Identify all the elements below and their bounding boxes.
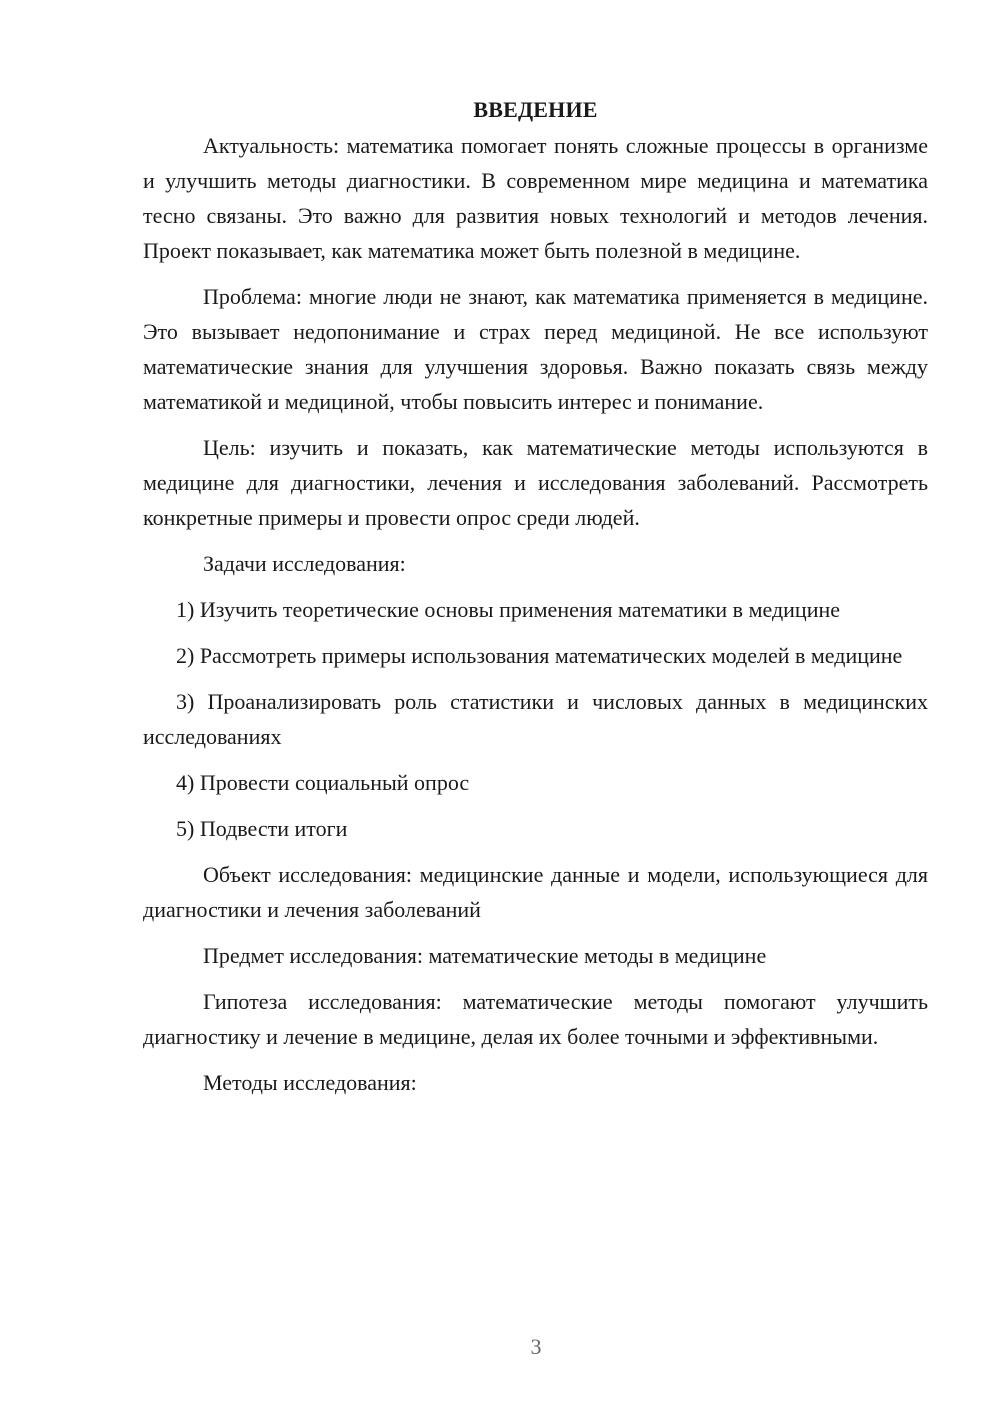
object-paragraph: Объект исследования: медицинские данные и модели, использующиеся для диагностики и лечения заболеваний	[143, 862, 928, 922]
task-item-5: 5) Подвести итоги	[176, 816, 348, 841]
task-item-3: 3) Проанализировать роль статистики и числовых данных в медицинских исследованиях	[143, 689, 928, 749]
goal-paragraph: Цель: изучить и показать, как математические методы используются в медицине для диагностики, лечения и исследования заболеваний. Рассмотреть конкретные примеры и провести опрос среди людей.	[143, 435, 928, 530]
tasks-title: Задачи исследования:	[203, 551, 406, 576]
page-number: 3	[530, 1334, 542, 1359]
document-page	[143, 92, 928, 1111]
subject-paragraph: Предмет исследования: математические методы в медицине	[203, 943, 767, 968]
task-item-1: 1) Изучить теоретические основы применения математики в медицине	[176, 597, 841, 622]
section-heading: ВВЕДЕНИЕ	[473, 97, 598, 122]
problem-paragraph: Проблема: многие люди не знают, как математика применяется в медицине. Это вызывает недопонимание и страх перед медициной. Не все используют математические знания для улучшения здоровья. Важно показать связь между математикой и медициной, чтобы повысить интерес и понимание.	[143, 284, 928, 414]
task-item-2: 2) Рассмотреть примеры использования математических моделей в медицине	[176, 643, 903, 668]
task-item-4: 4) Провести социальный опрос	[176, 770, 470, 795]
relevance-paragraph: Актуальность: математика помогает понять сложные процессы в организме и улучшить методы диагностики. В современном мире медицина и математика тесно связаны. Это важно для развития новых технологий и методов лечения. Проект показывает, как математика может быть полезной в медицине.	[143, 133, 928, 263]
hypothesis-paragraph: Гипотеза исследования: математические методы помогают улучшить диагностику и лечение в медицине, делая их более точными и эффективными.	[143, 989, 928, 1049]
methods-title: Методы исследования:	[203, 1070, 417, 1095]
